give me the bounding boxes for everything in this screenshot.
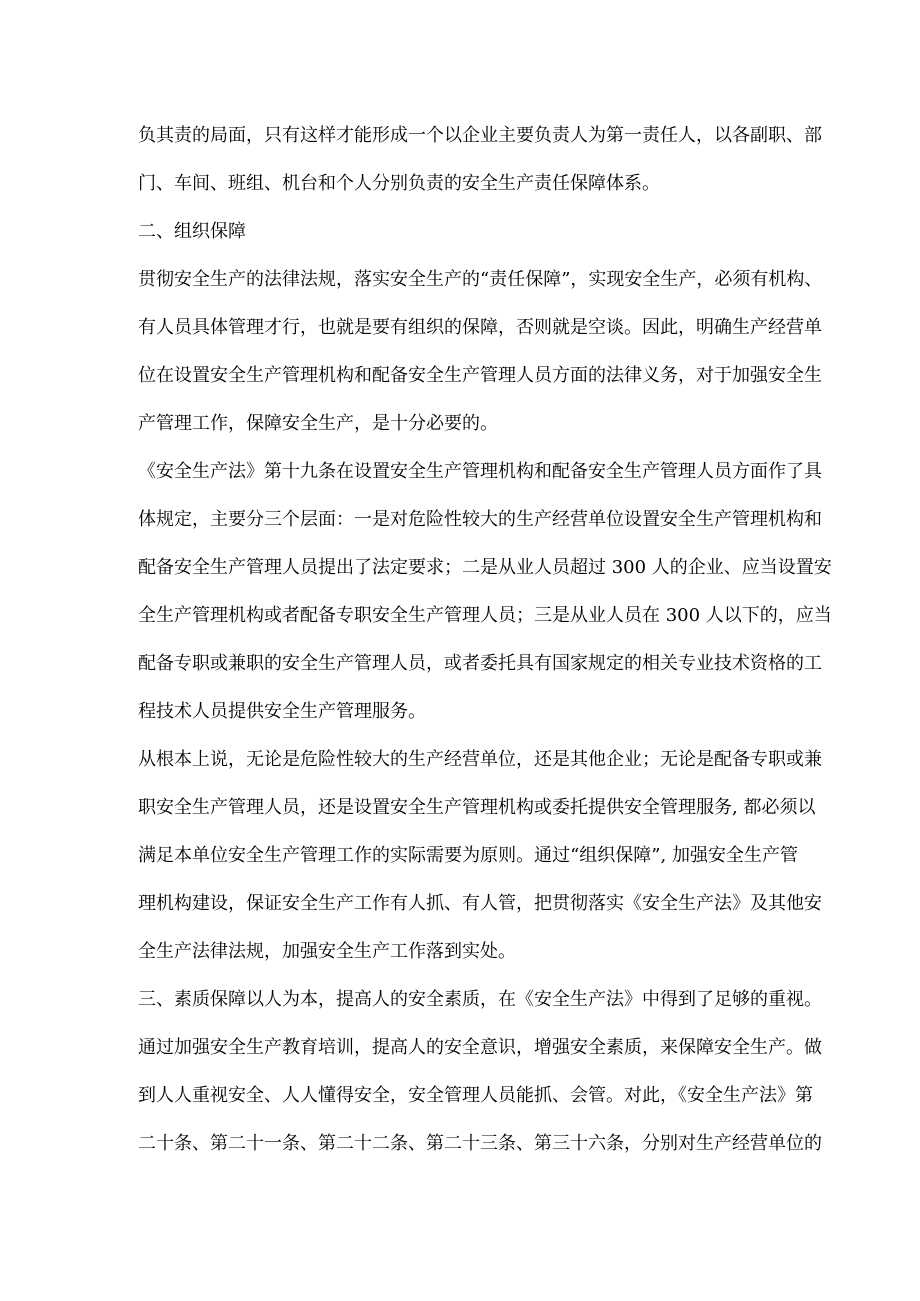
text-line: 有人员具体管理才行，也就是要有组织的保障，否则就是空谈。因此，明确生产经营单: [138, 317, 822, 338]
text-line: 通过加强安全生产教育培训，提高人的安全意识，增强安全素质，来保障安全生产。做: [138, 1037, 822, 1058]
text-line: 到人人重视安全、人人懂得安全，安全管理人员能抓、会管。对此，《安全生产法》第: [138, 1085, 813, 1106]
text-line: 贯彻安全生产的法律法规，落实安全生产的“责任保障”，实现安全生产，必须有机构、: [138, 269, 823, 290]
section-heading: 三、素质保障以人为本，提高人的安全素质，在《安全生产法》中得到了足够的重视。: [138, 989, 822, 1010]
text-line: 位在设置安全生产管理机构和配备安全生产管理人员方面的法律义务，对于加强安全生: [138, 365, 822, 386]
section-heading: 二、组织保障: [138, 221, 246, 242]
text-line: 体规定，主要分三个层面：一是对危险性较大的生产经营单位设置安全生产管理机构和: [138, 509, 822, 530]
text-line: 负其责的局面，只有这样才能形成一个以企业主要负责人为第一责任人，以各副职、部: [138, 125, 822, 146]
text-line: 全生产管理机构或者配备专职安全生产管理人员；三是从业人员在 300 人以下的，应当: [138, 605, 832, 626]
text-line: 二十条、第二十一条、第二十二条、第二十三条、第三十六条，分别对生产经营单位的: [138, 1133, 822, 1154]
text-line: 《安全生产法》第十九条在设置安全生产管理机构和配备安全生产管理人员方面作了具: [138, 461, 822, 482]
text-line: 产管理工作，保障安全生产，是十分必要的。: [138, 413, 498, 434]
text-line: 从根本上说，无论是危险性较大的生产经营单位，还是其他企业；无论是配备专职或兼: [138, 749, 822, 770]
text-line: 配备专职或兼职的安全生产管理人员，或者委托具有国家规定的相关专业技术资格的工: [138, 653, 822, 674]
text-line: 满足本单位安全生产管理工作的实际需要为原则。通过“组织保障”, 加强安全生产管: [138, 845, 798, 866]
text-line: 职安全生产管理人员，还是设置安全生产管理机构或委托提供安全管理服务, 都必须以: [138, 797, 816, 818]
text-line: 门、车间、班组、机台和个人分别负责的安全生产责任保障体系。: [138, 173, 660, 194]
text-line: 配备安全生产管理人员提出了法定要求；二是从业人员超过 300 人的企业、应当设置安: [138, 557, 832, 578]
text-line: 理机构建设，保证安全生产工作有人抓、有人管，把贯彻落实《安全生产法》及其他安: [138, 893, 822, 914]
text-line: 全生产法律法规，加强安全生产工作落到实处。: [138, 941, 516, 962]
text-line: 程技术人员提供安全生产管理服务。: [138, 701, 426, 722]
